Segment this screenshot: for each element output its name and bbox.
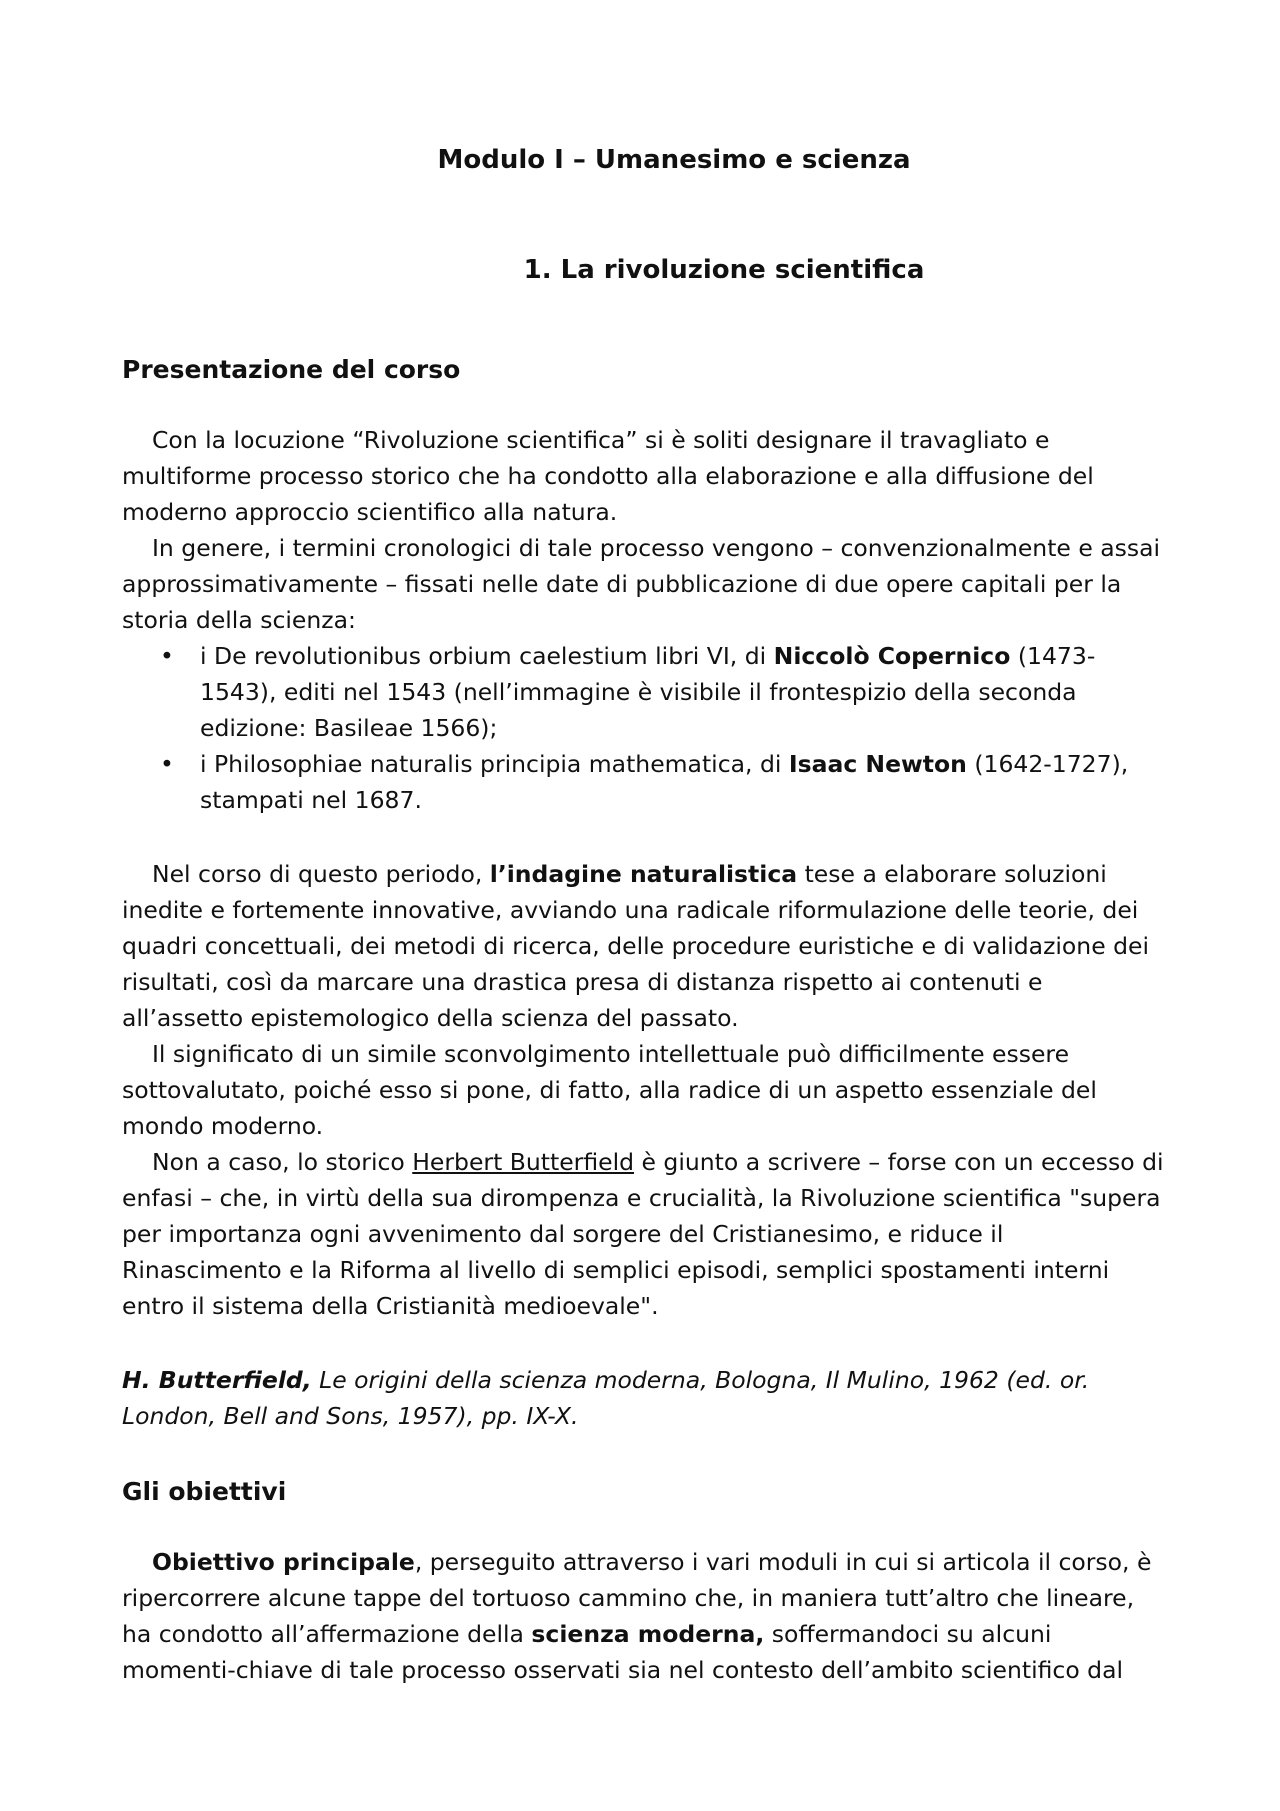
section-presentazione — [122, 352, 1164, 1434]
chapter-title: 1. La rivoluzione scientifica — [523, 255, 925, 285]
paragraph-chronology: In genere, i termini cronologici di tale processo vengono – convenzionalmente e assai approssimativamente – fissati nelle date di pubblicazione di due opere capitali per la storia della scienza: — [122, 534, 1161, 634]
paragraph-obiettivo: Obiettivo principale, perseguito attraverso i vari moduli in cui si articola il corso, è ripercorrere alcune tappe del tortuoso cammino che, in maniera tutt’altro che lineare, ha condotto all’affermazione della scienza moderna, soffermandoci su alcuni momenti-chiave di tale processo osservati sia nel contesto dell’ambito scientifico dal — [122, 1548, 1152, 1684]
paragraph-intro: Con la locuzione “Rivoluzione scientifica” si è soliti designare il travagliato e multiforme processo storico che ha condotto alla elaborazione e alla diffusione del moderno approccio scientifico alla natura. — [122, 426, 1094, 526]
butterfield-link[interactable]: Herbert Butterfield — [412, 1148, 635, 1176]
paragraph-indagine: Nel corso di questo periodo, l’indagine naturalistica tese a elaborare soluzioni inedite e fortemente innovative, avviando una radicale riformulazione delle teorie, dei quadri concettuali, dei metodi di ricerca, delle procedure euristiche e di validazione dei risultati, così da marcare una drastica presa di distanza rispetto ai contenuti e all’assetto epistemologico della scienza del passato. — [122, 860, 1150, 1032]
list-item: • i Philosophiae naturalis principia mathematica, di Isaac Newton (1642-1727), stampati nel 1687. — [122, 746, 1164, 818]
section-obiettivi — [122, 1474, 1164, 1688]
module-title: Modulo I – Umanesimo e scienza — [437, 145, 911, 175]
key-term-scienza-moderna: scienza moderna, — [531, 1620, 765, 1648]
section-heading-presentazione: Presentazione del corso — [122, 355, 461, 384]
key-term-indagine: l’indagine naturalistica — [489, 860, 798, 888]
paragraph-significato: Il significato di un simile sconvolgimento intellettuale può difficilmente essere sottovalutato, poiché esso si pone, di fatto, alla radice di un aspetto essenziale del mondo moderno. — [122, 1040, 1097, 1140]
list-item: • i De revolutionibus orbium caelestium libri VI, di Niccolò Copernico (1473-1543), editi nel 1543 (nell’immagine è visibile il frontespizio della seconda edizione: Basileae 1566); — [122, 638, 1164, 746]
author-name-newton: Isaac Newton — [788, 750, 967, 778]
key-term-obiettivo: Obiettivo principale — [152, 1548, 415, 1576]
citation: H. Butterfield, Le origini della scienza moderna, Bologna, Il Mulino, 1962 (ed. or. London, Bell and Sons, 1957), pp. IX-X. — [122, 1366, 1090, 1430]
paragraph-butterfield: Non a caso, lo storico Herbert Butterfield è giunto a scrivere – forse con un eccesso di enfasi – che, in virtù della sua dirompenza e crucialità, la Rivoluzione scientifica "supera per importanza ogni avvenimento dal sorgere del Cristianesimo, e riduce il Rinascimento e la Riforma al livello di semplici episodi, semplici spostamenti interni entro il sistema della Cristianità medioevale". — [122, 1148, 1164, 1320]
author-name-copernico: Niccolò Copernico — [773, 642, 1011, 670]
section-heading-obiettivi: Gli obiettivi — [122, 1477, 287, 1506]
works-list — [122, 638, 1164, 818]
citation-author: H. Butterfield, — [122, 1366, 312, 1394]
